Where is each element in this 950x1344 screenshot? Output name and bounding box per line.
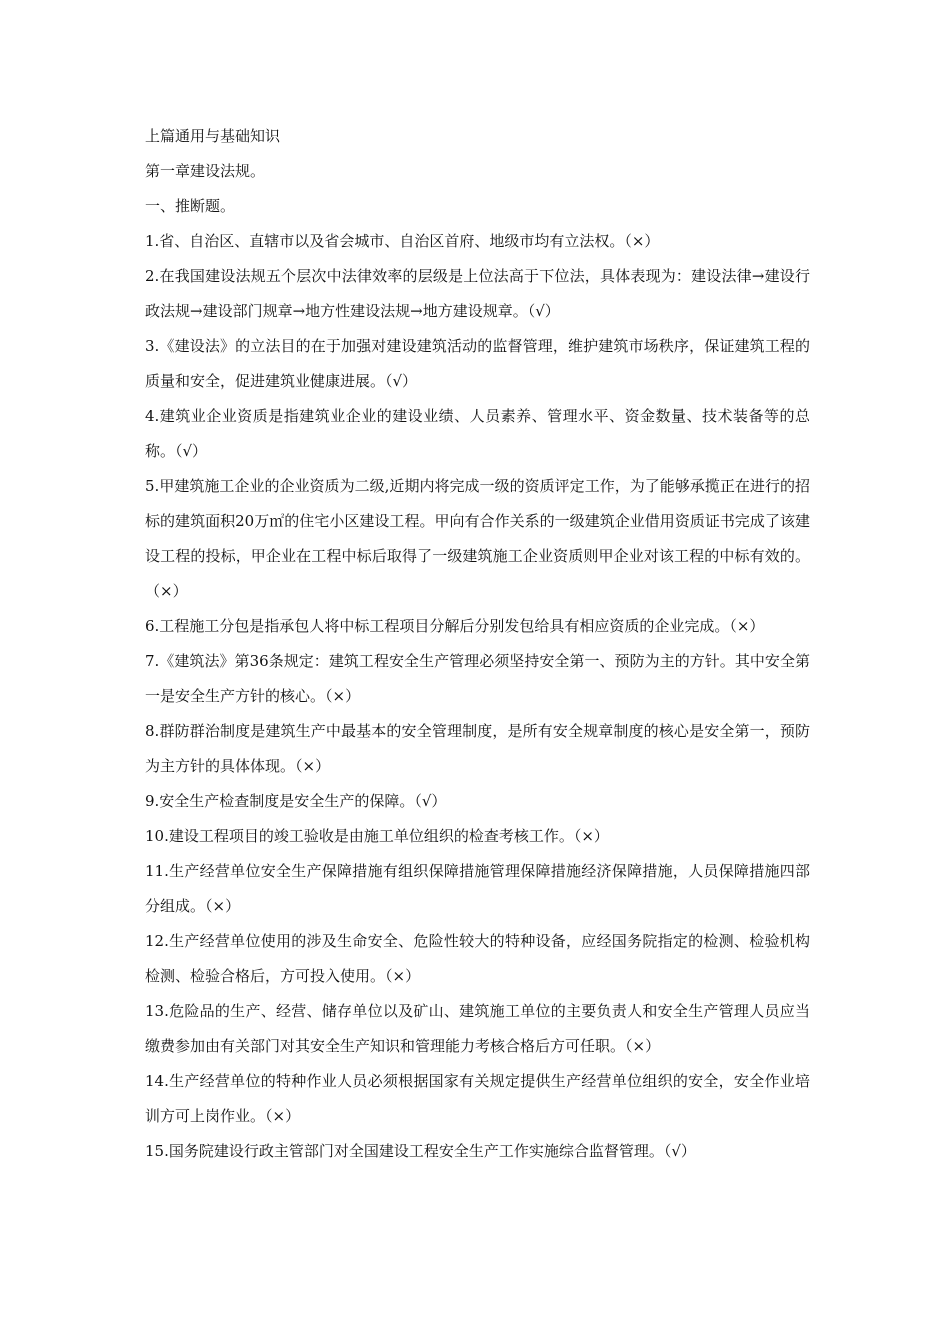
question-item-6: 6.工程施工分包是指承包人将中标工程项目分解后分别发包给具有相应资质的企业完成。（×） <box>145 617 765 635</box>
question-item-10: 10.建设工程项目的竣工验收是由施工单位组织的检查考核工作。（×） <box>145 827 609 845</box>
section-title: 上篇通用与基础知识 <box>145 127 281 145</box>
question-item-11: 11.生产经营单位安全生产保障措施有组织保障措施管理保障措施经济保障措施，人员保障措施四部分组成。（×） <box>145 862 810 915</box>
question-item-1: 1.省、自治区、直辖市以及省会城市、自治区首府、地级市均有立法权。（×） <box>145 232 660 250</box>
question-item-15: 15.国务院建设行政主管部门对全国建设工程安全生产工作实施综合监督管理。（√） <box>145 1142 696 1160</box>
question-item-4: 4.建筑业企业资质是指建筑业企业的建设业绩、人员素养、管理水平、资金数量、技术装备等的总称。（√） <box>145 407 810 460</box>
chapter-title: 第一章建设法规。 <box>145 162 266 180</box>
part-title: 一、推断题。 <box>145 197 236 215</box>
question-item-3: 3.《建设法》的立法目的在于加强对建设建筑活动的监督管理，维护建筑市场秩序，保证建筑工程的质量和安全，促进建筑业健康进展。（√） <box>145 337 810 390</box>
question-item-12: 12.生产经营单位使用的涉及生命安全、危险性较大的特种设备，应经国务院指定的检测、检验机构检测、检验合格后，方可投入使用。（×） <box>145 932 810 985</box>
question-item-9: 9.安全生产检查制度是安全生产的保障。（√） <box>145 792 447 810</box>
question-item-2: 2.在我国建设法规五个层次中法律效率的层级是上位法高于下位法，具体表现为：建设法律→建设行政法规→建设部门规章→地方性建设法规→地方建设规章。（√） <box>145 267 810 320</box>
document-body <box>145 124 810 1174</box>
question-item-13: 13.危险品的生产、经营、储存单位以及矿山、建筑施工单位的主要负责人和安全生产管理人员应当缴费参加由有关部门对其安全生产知识和管理能力考核合格后方可任职。（×） <box>145 1002 810 1055</box>
question-item-7: 7.《建筑法》第36条规定：建筑工程安全生产管理必须坚持安全第一、预防为主的方针。其中安全第一是安全生产方针的核心。（×） <box>145 652 810 705</box>
question-item-14: 14.生产经营单位的特种作业人员必须根据国家有关规定提供生产经营单位组织的安全，安全作业培训方可上岗作业。（×） <box>145 1072 810 1125</box>
question-item-8: 8.群防群治制度是建筑生产中最基本的安全管理制度，是所有安全规章制度的核心是安全第一，预防为主方针的具体体现。（×） <box>145 722 810 775</box>
question-item-5: 5.甲建筑施工企业的企业资质为二级,近期内将完成一级的资质评定工作，为了能够承揽正在进行的招标的建筑面积20万㎡的住宅小区建设工程。甲向有合作关系的一级建筑企业借用资质证书完成了该建设工程的投标，甲企业在工程中标后取得了一级建筑施工企业资质则甲企业对该工程的中标有效的。（×） <box>145 477 810 600</box>
